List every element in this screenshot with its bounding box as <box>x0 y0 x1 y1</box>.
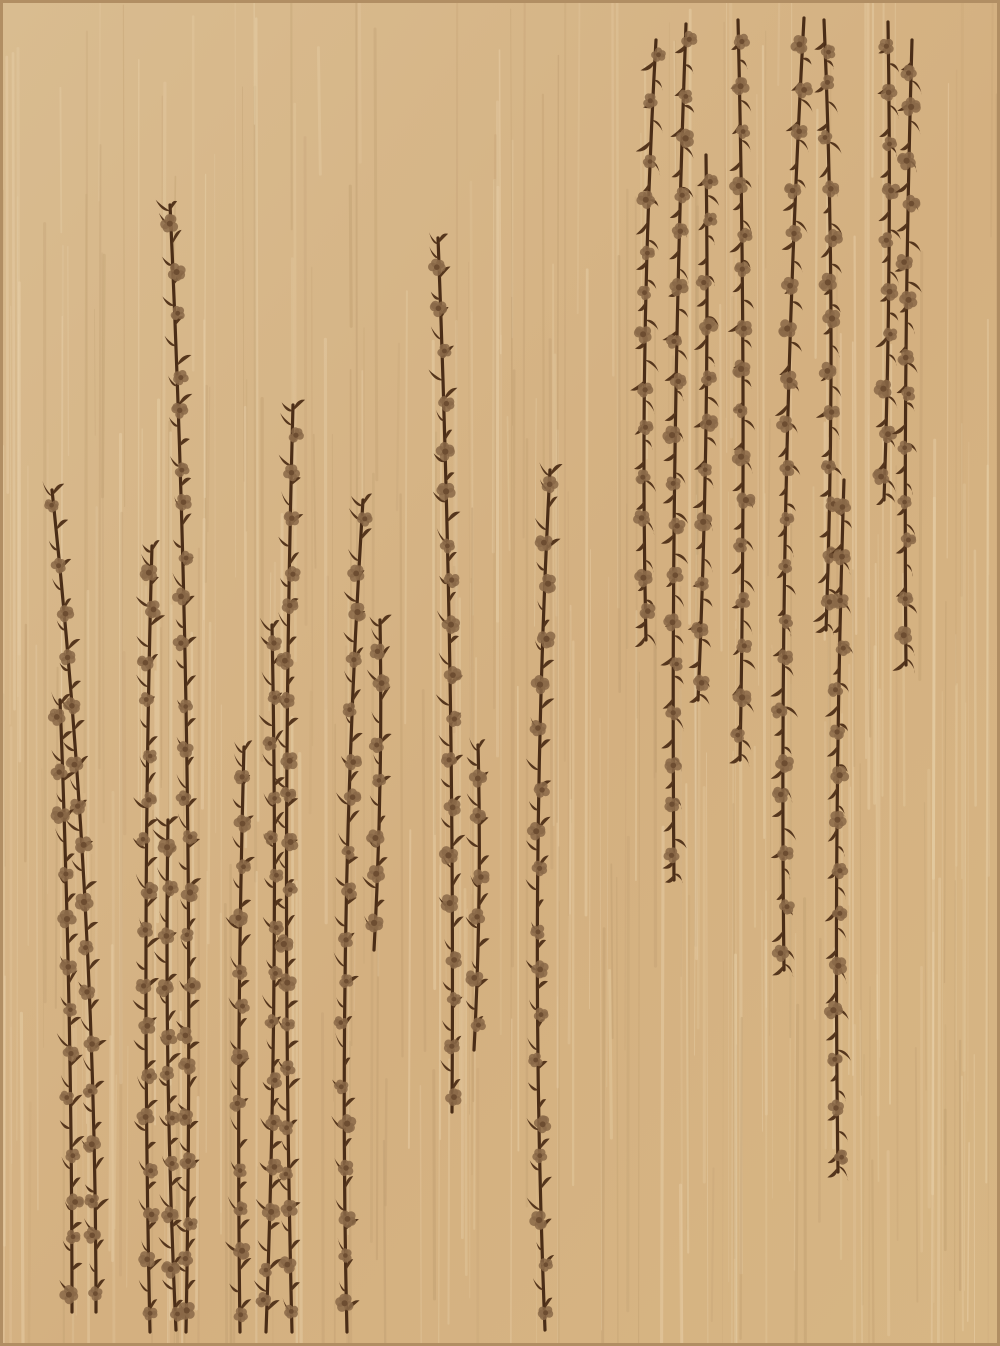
texture-streak <box>99 145 100 768</box>
texture-streak <box>472 508 473 1101</box>
texture-streak <box>553 265 554 826</box>
flower <box>640 603 656 619</box>
texture-streak <box>7 57 8 493</box>
texture-streak <box>698 691 699 1028</box>
texture-streak <box>103 255 105 496</box>
texture-streak <box>602 929 604 1346</box>
texture-streak <box>158 400 159 922</box>
texture-streak <box>3 446 5 1245</box>
texture-streak <box>855 237 857 634</box>
flower <box>268 792 282 805</box>
texture-streak <box>113 792 114 1346</box>
texture-streak <box>736 955 737 1346</box>
texture-streak <box>124 653 125 834</box>
texture-streak <box>825 722 826 1148</box>
texture-streak <box>962 0 963 595</box>
texture-streak <box>21 1013 23 1346</box>
texture-streak <box>888 1152 889 1335</box>
texture-streak <box>669 23 670 448</box>
flower <box>176 494 192 511</box>
texture-streak <box>938 879 939 1346</box>
texture-streak <box>962 1077 963 1331</box>
texture-streak <box>766 941 767 1114</box>
texture-streak <box>409 830 410 1148</box>
texture-streak <box>790 524 791 1037</box>
texture-streak <box>956 70 957 685</box>
texture-streak <box>612 0 613 375</box>
flower <box>140 564 158 581</box>
texture-streak <box>731 0 732 437</box>
flower <box>703 213 717 227</box>
texture-streak <box>142 429 143 835</box>
texture-streak <box>796 1005 798 1346</box>
flower <box>664 797 679 813</box>
flower <box>872 469 889 486</box>
texture-streak <box>350 186 351 326</box>
texture-streak <box>865 0 866 758</box>
texture-streak <box>318 48 320 175</box>
texture-streak <box>513 371 515 966</box>
texture-streak <box>163 83 165 612</box>
flower <box>736 639 752 654</box>
texture-streak <box>335 724 336 1346</box>
texture-streak <box>110 1036 111 1250</box>
texture-streak <box>956 684 957 866</box>
texture-streak <box>986 466 987 1183</box>
texture-streak <box>890 345 891 1104</box>
texture-streak <box>45 224 46 1002</box>
texture-streak <box>628 837 629 1311</box>
flower <box>343 702 357 717</box>
texture-streak <box>895 0 896 157</box>
texture-streak <box>662 827 664 1346</box>
flower <box>233 1164 246 1178</box>
texture-streak <box>841 714 842 1259</box>
flower <box>441 894 458 913</box>
texture-streak <box>494 135 495 708</box>
texture-streak <box>375 29 377 480</box>
texture-streak <box>586 270 587 915</box>
texture-streak <box>197 1097 199 1309</box>
flower <box>138 1251 155 1267</box>
texture-streak <box>975 551 976 806</box>
texture-streak <box>60 88 61 233</box>
texture-streak <box>13 53 15 709</box>
texture-streak <box>225 904 226 1346</box>
texture-streak <box>974 1055 975 1346</box>
texture-streak <box>206 872 207 1153</box>
flower <box>145 600 161 618</box>
texture-streak <box>323 1014 324 1346</box>
texture-streak <box>933 440 934 878</box>
texture-streak <box>208 623 210 943</box>
flower <box>473 869 490 885</box>
texture-streak <box>720 305 721 651</box>
texture-streak <box>68 247 69 456</box>
texture-streak <box>423 691 425 1051</box>
texture-streak <box>863 1055 864 1305</box>
texture-streak <box>356 0 357 575</box>
texture-streak <box>254 0 255 124</box>
texture-streak <box>763 46 764 838</box>
texture-streak <box>681 587 682 976</box>
texture-streak <box>386 1079 387 1205</box>
texture-streak <box>819 939 820 1221</box>
texture-streak <box>121 513 122 1275</box>
texture-streak <box>11 728 12 1346</box>
texture-streak <box>204 321 205 498</box>
texture-streak <box>434 1071 435 1299</box>
texture-streak <box>550 340 552 868</box>
texture-streak <box>435 433 436 835</box>
texture-streak <box>511 297 512 1109</box>
texture-streak <box>465 889 466 1274</box>
flower <box>180 928 193 942</box>
texture-streak <box>18 49 19 654</box>
texture-streak <box>300 754 302 1346</box>
texture-streak <box>25 625 26 861</box>
texture-streak <box>762 911 763 1131</box>
texture-streak <box>741 1018 742 1339</box>
texture-streak <box>920 252 922 679</box>
texture-streak <box>655 322 656 772</box>
texture-streak <box>524 0 525 538</box>
texture-streak <box>29 1103 31 1346</box>
texture-streak <box>305 138 306 625</box>
texture-streak <box>619 256 620 691</box>
texture-streak <box>681 1185 682 1346</box>
texture-streak <box>325 339 326 923</box>
texture-streak <box>518 687 519 1151</box>
texture-streak <box>310 692 311 813</box>
texture-streak <box>805 899 806 1346</box>
texture-streak <box>636 611 637 880</box>
flower <box>370 644 385 660</box>
texture-streak <box>359 0 360 162</box>
texture-streak <box>610 971 612 1139</box>
texture-streak <box>312 268 313 746</box>
flower <box>832 593 849 609</box>
texture-streak <box>872 0 873 177</box>
